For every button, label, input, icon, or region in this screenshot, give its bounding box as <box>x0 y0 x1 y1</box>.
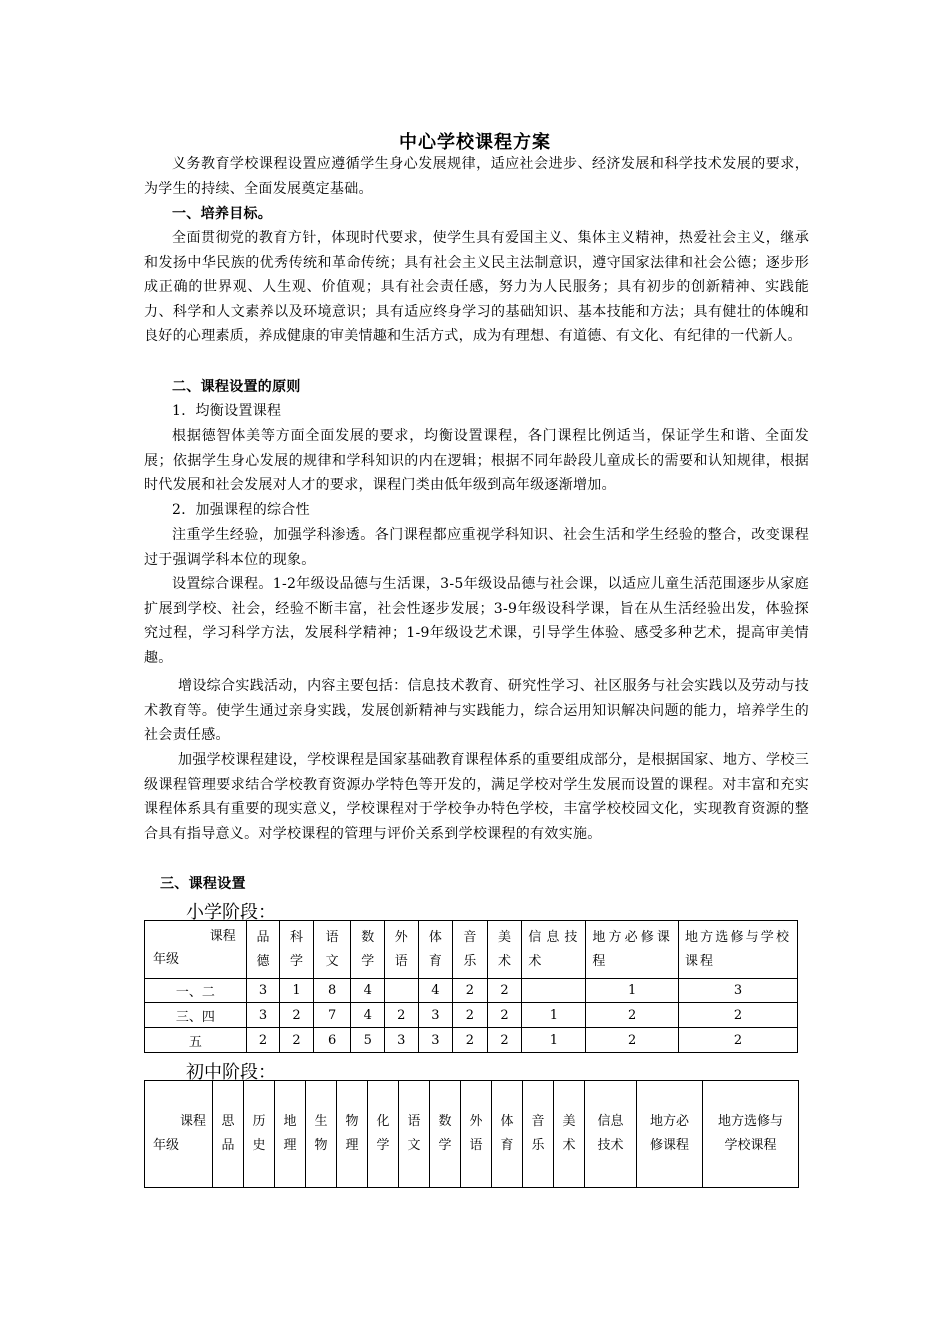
primary-subject-header: 外语 <box>385 921 419 979</box>
primary-stage-label: 小学阶段： <box>186 902 276 923</box>
junior-subject-header: 思品 <box>213 1081 244 1188</box>
junior-course-table <box>144 1080 799 1188</box>
primary-subject-header: 音乐 <box>453 921 488 979</box>
primary-subject-header: 美术 <box>487 921 522 979</box>
section3-heading: 三、课程设置 <box>160 876 246 892</box>
primary-subject-header: 语文 <box>313 921 351 979</box>
hours-cell: 4 <box>351 1003 385 1028</box>
section2-para-a: 设置综合课程。1-2年级设品德与生活课，3-5年级设品德与社会课，以适应儿童生活范围逐步从家庭扩展到学校、社会，经验不断丰富，社会性逐步发展；3-9年级设科学课，旨在从生活经验出发，体验探究过程，学习科学方法，发展科学精神；1-9年级设艺术课，引导学生体验、感受多种艺术，提高审美情趣。 <box>144 576 809 666</box>
hours-cell: 2 <box>246 1028 280 1053</box>
junior-header-row <box>145 1081 799 1188</box>
corner-grade-label: 年级 <box>153 952 180 967</box>
junior-stage-label: 初中阶段： <box>186 1062 276 1083</box>
grade-cell: 一、二 <box>145 979 247 1003</box>
hours-cell: 2 <box>280 1028 314 1053</box>
junior-subject-header: 地方选修与学校课程 <box>703 1081 799 1188</box>
section2-sub2: 2．加强课程的综合性 <box>172 502 310 518</box>
junior-subject-header: 地理 <box>275 1081 306 1188</box>
hours-cell: 2 <box>453 1028 488 1053</box>
hours-cell: 2 <box>487 1003 522 1028</box>
primary-course-table <box>144 920 798 1053</box>
hours-cell <box>522 979 586 1003</box>
grade-cell: 三、四 <box>145 1003 247 1028</box>
table-row <box>145 979 798 1003</box>
junior-subject-header: 历史 <box>244 1081 275 1188</box>
primary-subject-header: 体育 <box>418 921 453 979</box>
corner-course-label: 课程 <box>209 929 236 944</box>
intro-paragraph: 义务教育学校课程设置应遵循学生身心发展规律，适应社会进步、经济发展和科学技术发展的要求，为学生的持续、全面发展奠定基础。 <box>144 156 809 197</box>
hours-cell: 3 <box>246 979 280 1003</box>
grade-cell: 五 <box>145 1028 247 1053</box>
junior-subject-header: 美术 <box>554 1081 585 1188</box>
hours-cell: 3 <box>418 1003 453 1028</box>
hours-cell: 1 <box>522 1028 586 1053</box>
primary-corner-cell <box>145 921 247 979</box>
junior-subject-header: 体育 <box>492 1081 523 1188</box>
junior-subject-header: 地方必修课程 <box>637 1081 703 1188</box>
section2-sub1: 1．均衡设置课程 <box>172 403 282 419</box>
hours-cell <box>385 979 419 1003</box>
document-title: 中心学校课程方案 <box>399 132 551 153</box>
hours-cell: 2 <box>487 979 522 1003</box>
section1-body: 全面贯彻党的教育方针，体现时代要求，使学生具有爱国主义、集体主义精神，热爱社会主义，继承和发扬中华民族的优秀传统和革命传统；具有社会主义民主法制意识，遵守国家法律和社会公德；逐步形成正确的世界观、人生观、价值观；具有社会责任感，努力为人民服务；具有初步的创新精神、实践能力、科学和人文素养以及环境意识；具有适应终身学习的基础知识、基本技能和方法；具有健壮的体魄和良好的心理素质，养成健康的审美情趣和生活方式，成为有理想、有道德、有文化、有纪律的一代新人。 <box>144 230 809 344</box>
hours-cell: 3 <box>678 979 797 1003</box>
hours-cell: 2 <box>453 1003 488 1028</box>
junior-corner-cell <box>145 1081 213 1188</box>
hours-cell: 4 <box>418 979 453 1003</box>
hours-cell: 2 <box>678 1028 797 1053</box>
junior-subject-header: 信息技术 <box>585 1081 637 1188</box>
hours-cell: 8 <box>313 979 351 1003</box>
primary-header-row <box>145 921 798 979</box>
corner-grade-label: 年级 <box>153 1138 180 1153</box>
section2-sub2-body: 注重学生经验，加强学科渗透。各门课程都应重视学科知识、社会生活和学生经验的整合，改变课程过于强调学科本位的现象。 <box>144 527 809 568</box>
junior-subject-header: 数学 <box>430 1081 461 1188</box>
hours-cell: 2 <box>678 1003 797 1028</box>
hours-cell: 1 <box>586 979 679 1003</box>
hours-cell: 3 <box>418 1028 453 1053</box>
section2-para-c: 加强学校课程建设，学校课程是国家基础教育课程体系的重要组成部分，是根据国家、地方、学校三级课程管理要求结合学校教育资源办学特色等开发的，满足学校对学生发展而设置的课程。对丰富和充实课程体系具有重要的现实意义，学校课程对于学校争办特色学校，丰富学校校园文化，实现教育资源的整合具有指导意义。对学校课程的管理与评价关系到学校课程的有效实施。 <box>144 752 809 842</box>
table-row <box>145 1003 798 1028</box>
hours-cell: 2 <box>586 1003 679 1028</box>
junior-subject-header: 生物 <box>306 1081 337 1188</box>
primary-subject-header: 品德 <box>246 921 280 979</box>
hours-cell: 1 <box>280 979 314 1003</box>
primary-subject-header: 地方必修课程 <box>586 921 679 979</box>
hours-cell: 5 <box>351 1028 385 1053</box>
hours-cell: 2 <box>487 1028 522 1053</box>
section2-sub1-body: 根据德智体美等方面全面发展的要求，均衡设置课程，各门课程比例适当，保证学生和谐、全面发展；依据学生身心发展的规律和学科知识的内在逻辑；根据不同年龄段儿童成长的需要和认知规律，根据时代发展和社会发展对人才的要求，课程门类由低年级到高年级逐渐增加。 <box>144 428 809 493</box>
hours-cell: 7 <box>313 1003 351 1028</box>
hours-cell: 2 <box>280 1003 314 1028</box>
junior-subject-header: 物理 <box>337 1081 368 1188</box>
corner-course-label: 课程 <box>179 1114 206 1129</box>
hours-cell: 3 <box>385 1028 419 1053</box>
hours-cell: 2 <box>453 979 488 1003</box>
hours-cell: 1 <box>522 1003 586 1028</box>
section2-heading: 二、课程设置的原则 <box>172 379 301 395</box>
junior-subject-header: 外语 <box>461 1081 492 1188</box>
hours-cell: 3 <box>246 1003 280 1028</box>
section2-para-b: 增设综合实践活动，内容主要包括：信息技术教育、研究性学习、社区服务与社会实践以及劳动与技术教育等。使学生通过亲身实践，发展创新精神与实践能力，综合运用知识解决问题的能力，培养学生的社会责任感。 <box>144 678 809 743</box>
primary-subject-header: 信息技术 <box>522 921 586 979</box>
junior-subject-header: 化学 <box>368 1081 399 1188</box>
primary-subject-header: 地方选修与学校课程 <box>678 921 797 979</box>
hours-cell: 2 <box>586 1028 679 1053</box>
hours-cell: 6 <box>313 1028 351 1053</box>
table-row <box>145 1028 798 1053</box>
junior-subject-header: 语文 <box>399 1081 430 1188</box>
primary-subject-header: 数学 <box>351 921 385 979</box>
primary-subject-header: 科学 <box>280 921 314 979</box>
section1-heading: 一、培养目标。 <box>172 206 273 222</box>
hours-cell: 2 <box>385 1003 419 1028</box>
hours-cell: 4 <box>351 979 385 1003</box>
junior-subject-header: 音乐 <box>523 1081 554 1188</box>
